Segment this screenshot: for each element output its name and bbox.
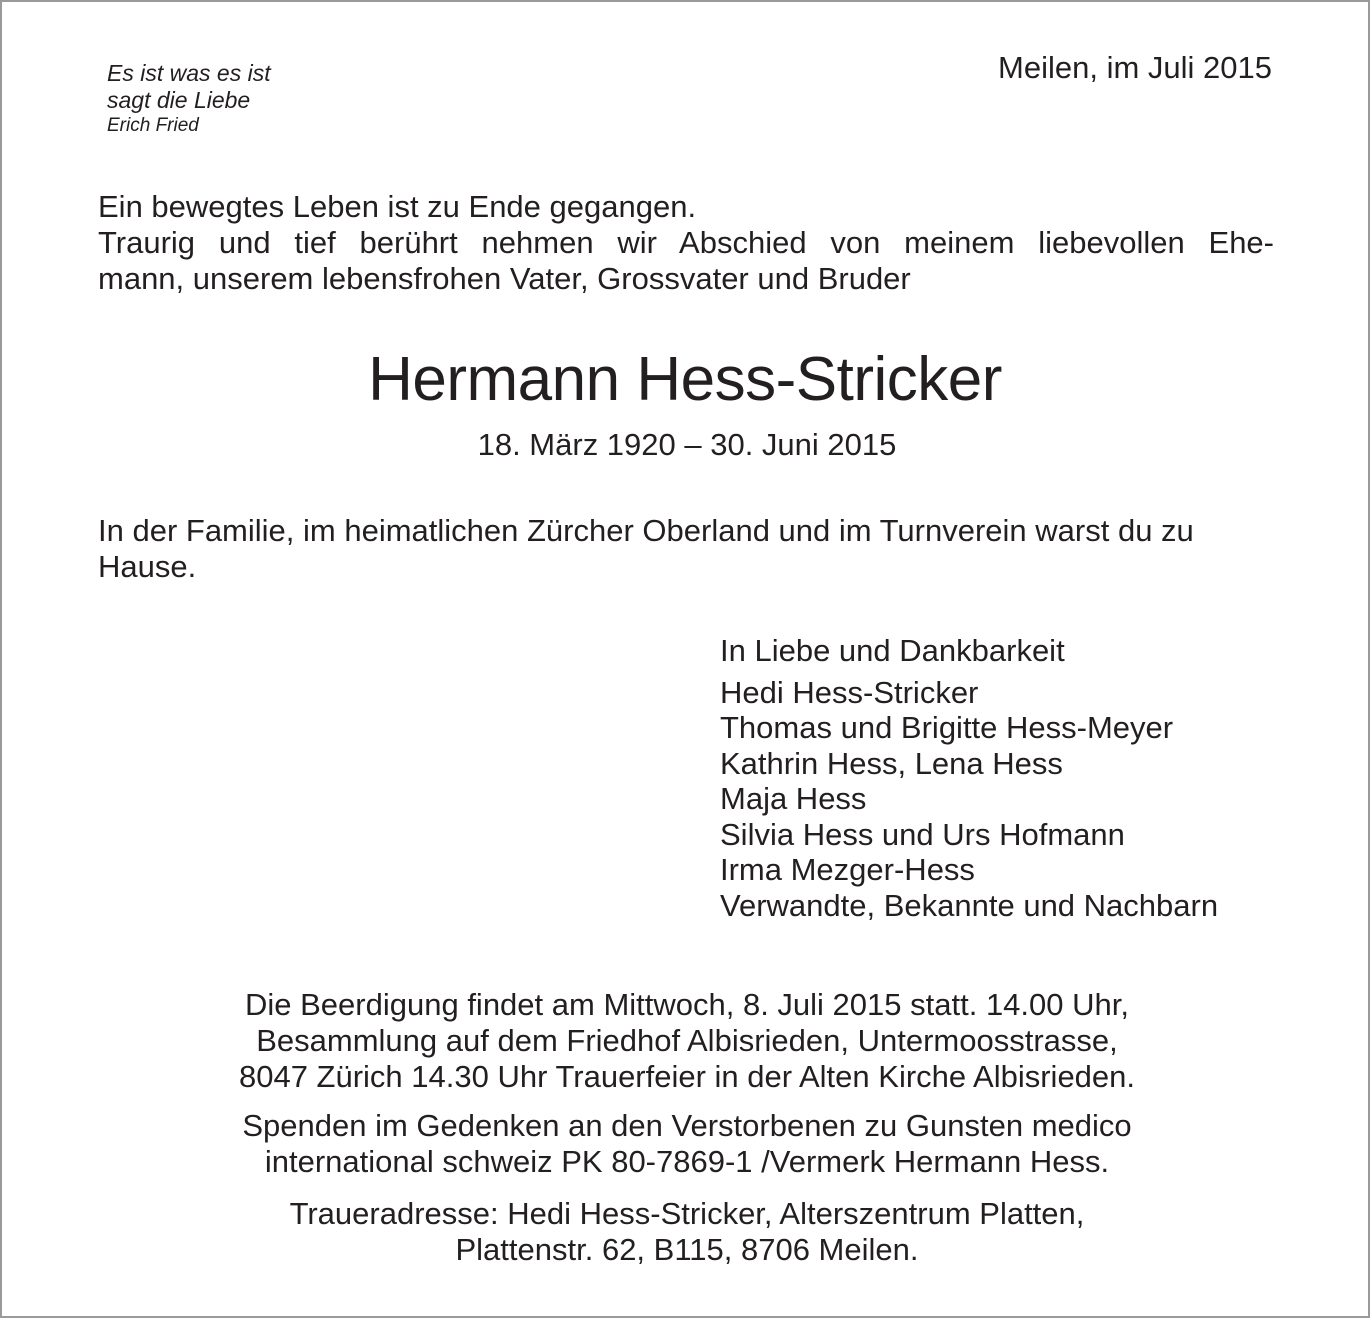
address-line-1: Traueradresse: Hedi Hess-Stricker, Alterszentrum Platten, — [289, 1196, 1085, 1231]
motto-line-1: Es ist was es ist — [107, 60, 271, 86]
donation-info — [2, 1108, 1370, 1180]
motto-line-2: sagt die Liebe — [107, 87, 251, 113]
deceased-name: Hermann Hess-Stricker — [368, 345, 1002, 414]
family-signatures — [720, 633, 1218, 923]
family-member: Maja Hess — [720, 781, 867, 816]
donation-line-2: international schweiz PK 80-7869-1 /Vermerk Hermann Hess. — [264, 1144, 1110, 1179]
mourning-address — [2, 1196, 1370, 1268]
family-member: Kathrin Hess, Lena Hess — [720, 745, 1063, 781]
family-member: Silvia Hess und Urs Hofmann — [720, 816, 1125, 852]
intro-line-3: mann, unserem lebensfrohen Vater, Grossvater und Bruder — [98, 261, 911, 296]
family-member: Hedi Hess-Stricker — [720, 674, 979, 710]
motto-quote — [107, 60, 271, 138]
motto-author: Erich Fried — [107, 115, 199, 136]
intro-line-1: Ein bewegtes Leben ist zu Ende gegangen. — [98, 189, 697, 224]
family-member: Verwandte, Bekannte und Nachbarn — [720, 887, 1219, 923]
address-line-2: Plattenstr. 62, B115, 8706 Meilen. — [455, 1232, 919, 1267]
funeral-line-2: Besammlung auf dem Friedhof Albisrieden, Untermoosstrasse, — [256, 1023, 1118, 1058]
funeral-line-3: 8047 Zürich 14.30 Uhr Trauerfeier in der Alten Kirche Albisrieden. — [238, 1059, 1136, 1094]
life-dates: 18. März 1920 – 30. Juni 2015 — [477, 427, 897, 462]
intro-line-2: Traurig und tief berührt nehmen wir Abschied von meinem liebevollen Ehe- — [98, 225, 1274, 260]
funeral-info — [2, 987, 1370, 1095]
family-member: Thomas und Brigitte Hess-Meyer — [720, 710, 1174, 745]
intro-text — [98, 189, 1274, 297]
place-date: Meilen, im Juli 2015 — [998, 50, 1272, 85]
family-member: Irma Mezger-Hess — [720, 852, 975, 887]
family-heading: In Liebe und Dankbarkeit — [720, 633, 1065, 668]
funeral-line-1: Die Beerdigung findet am Mittwoch, 8. Juli 2015 statt. 14.00 Uhr, — [245, 987, 1129, 1022]
home-text: In der Familie, im heimatlichen Zürcher Oberland und im Turnverein warst du zu Hause. — [98, 513, 1194, 584]
donation-line-1: Spenden im Gedenken an den Verstorbenen zu Gunsten medico — [242, 1108, 1132, 1143]
